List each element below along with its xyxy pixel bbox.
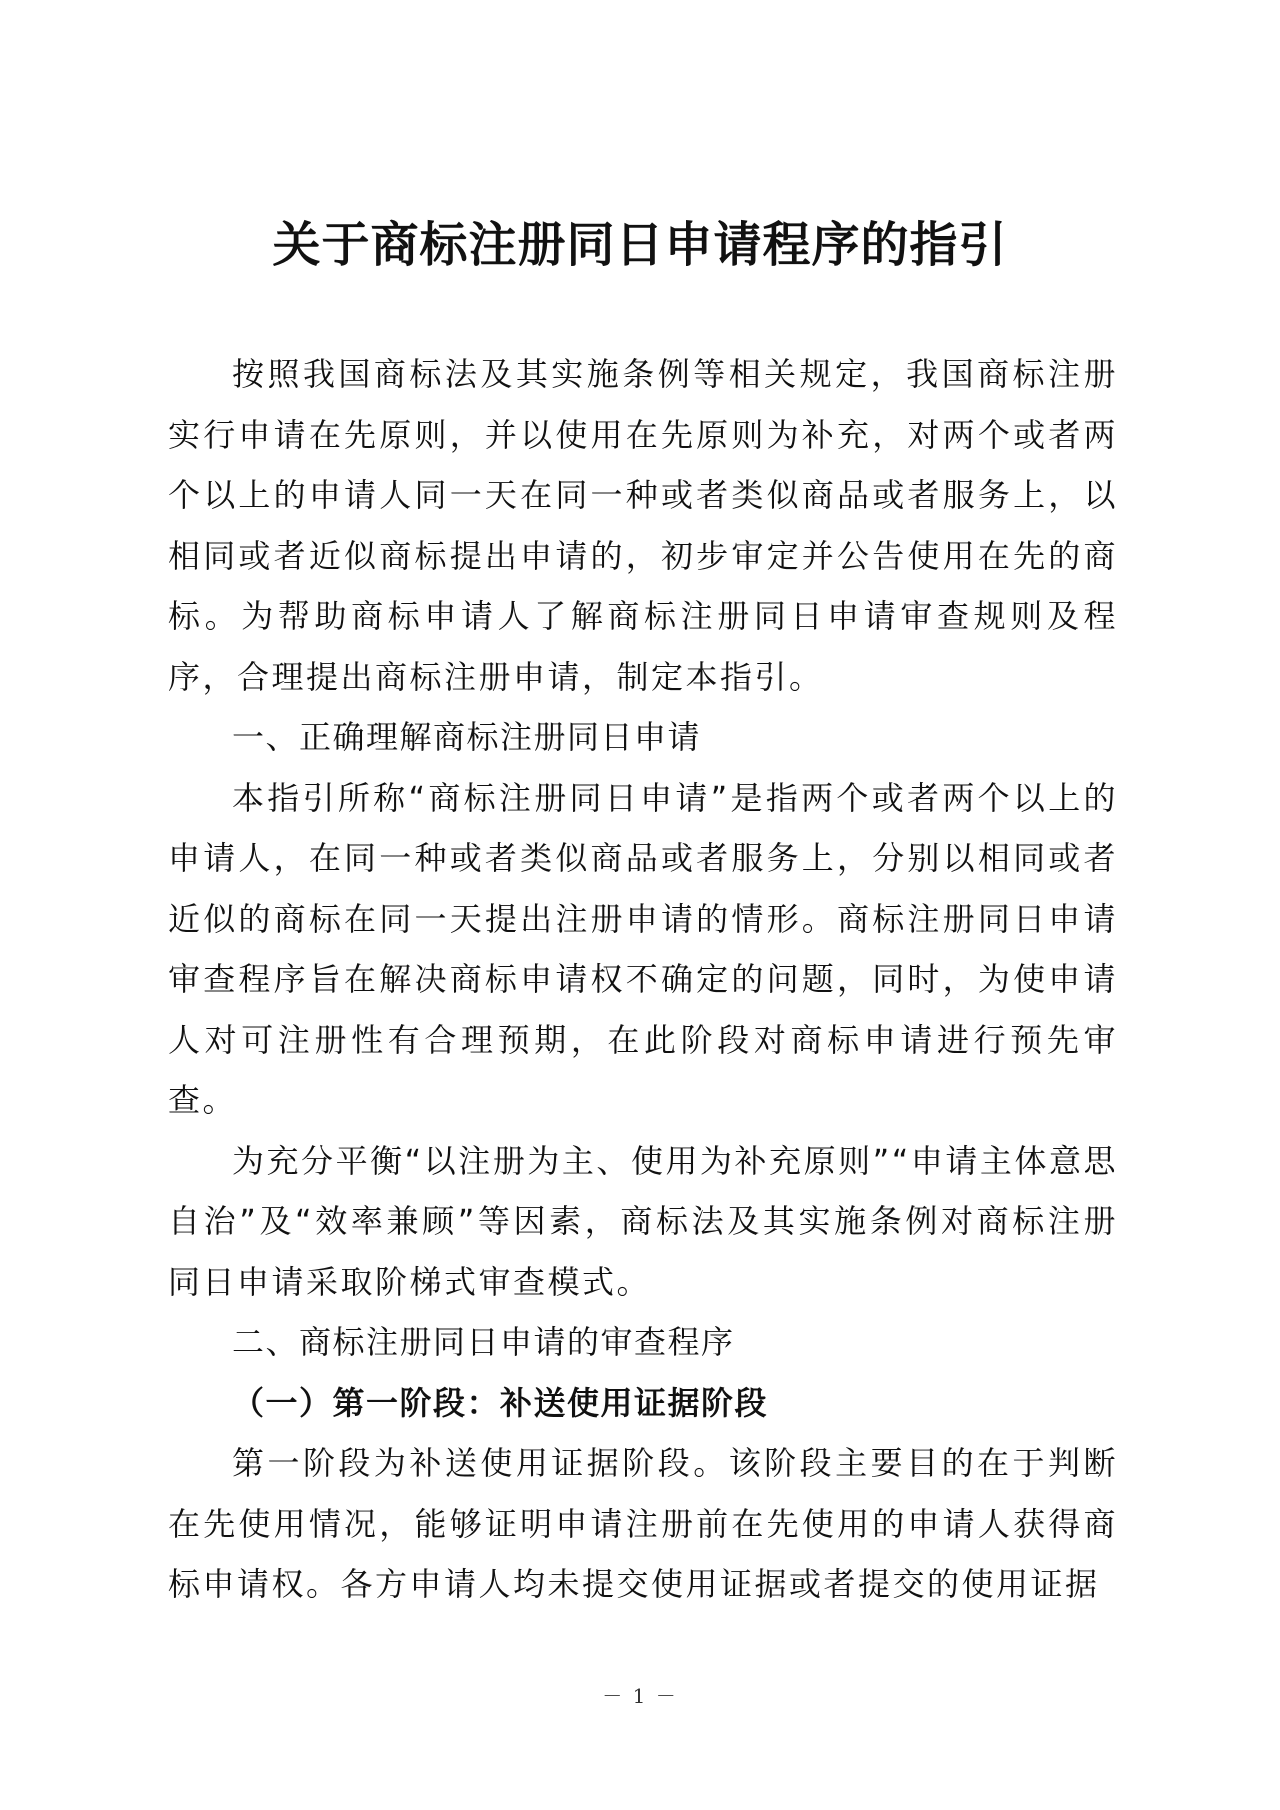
paragraph-intro: 按照我国商标法及其实施条例等相关规定，我国商标注册实行申请在先原则，并以使用在先原则为补充，对两个或者两个以上的申请人同一天在同一种或者类似商品或者服务上，以相同或者近似商标提出申请的，初步审定并公告使用在先的商标。为帮助商标申请人了解商标注册同日申请审查规则及程序，合理提出商标注册申请，制定本指引。 [168,355,1118,696]
document-body [168,344,1118,1615]
page-number: － 1 － [602,1684,678,1708]
paragraph-stage-one: 第一阶段为补送使用证据阶段。该阶段主要目的在于判断在先使用情况，能够证明申请注册前在先使用的申请人获得商标申请权。各方申请人均未提交使用证据或者提交的使用证据 [168,1444,1118,1603]
subsection-heading-1: （一）第一阶段：补送使用证据阶段 [232,1383,769,1422]
document-title: 关于商标注册同日申请程序的指引 [272,217,1008,273]
paragraph-definition: 本指引所称“商标注册同日申请”是指两个或者两个以上的申请人，在同一种或者类似商品或者服务上，分别以相同或者近似的商标在同一天提出注册申请的情形。商标注册同日申请审查程序旨在解决商标申请权不确定的问题，同时，为使申请人对可注册性有合理预期，在此阶段对商标申请进行预先审查。 [168,778,1118,1119]
paragraph-balance: 为充分平衡“以注册为主、使用为补充原则”“申请主体意思自治”及“效率兼顾”等因素，商标法及其实施条例对商标注册同日申请采取阶梯式审查模式。 [168,1141,1118,1301]
section-heading-2: 二、商标注册同日申请的审查程序 [232,1323,735,1361]
section-heading-1: 一、正确理解商标注册同日申请 [232,718,702,756]
